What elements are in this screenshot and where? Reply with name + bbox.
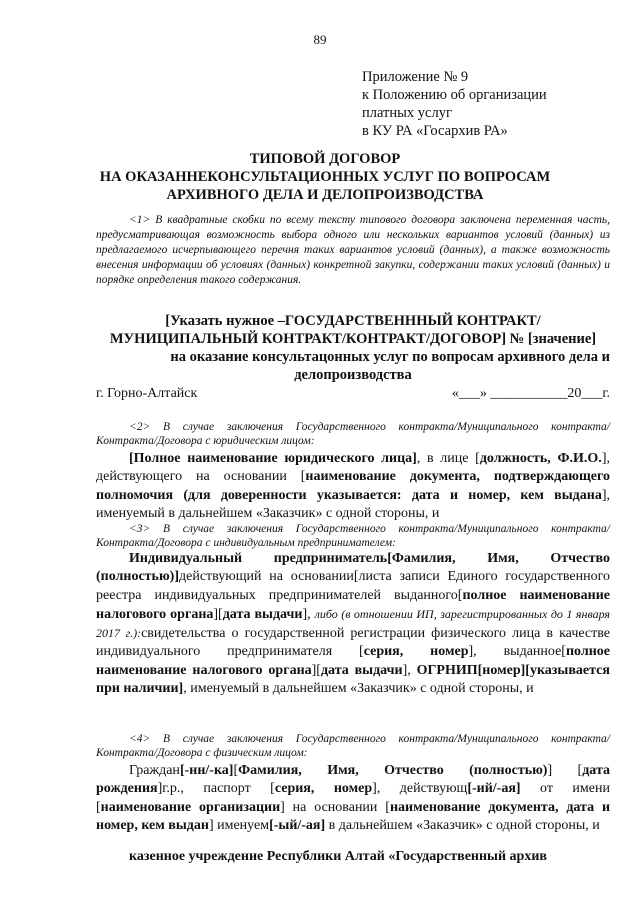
footnote-2-text: <2> В случае заключения Государственного контракта/Муниципального контракта/Контракта/Договора с юридическим лицом: [96, 421, 610, 447]
footnote-1-text: <1> В квадратные скобки по всему тексту типового договора заключена переменная часть, предусматривающая возможность выбора одного или нескольких вариантов условий (данных) из предлагаемого исчерпывающего перечня таких вариантов условий (данных), а также возможность внесения информации об условиях (данных) конкретной закупки, содержании таких условий (данных) и порядке определения такого содержания. [96, 214, 610, 286]
text-fragment: [ [233, 763, 239, 778]
legal-entity-name: [Полное наименование юридического лица] [129, 451, 417, 466]
text-fragment: ], [402, 662, 417, 678]
contractor-name: казенное учреждение Республики Алтай «Государственный архив [129, 849, 547, 864]
title-line: ТИПОВОЙ ДОГОВОР [249, 151, 401, 167]
text-fragment: действующий на основании[листа записи Единого государственного реестра индивидуальных предпринимателей выданного[ [96, 569, 610, 603]
birth-date: дата рождения [96, 763, 610, 797]
series-number: серия, номер [363, 644, 469, 660]
appendix-line: к Положению об организации [362, 87, 547, 103]
legal-entity-paragraph [96, 450, 610, 523]
page-number: 89 [313, 32, 327, 47]
contract-title-line-3: на оказание консультацонных услуг по вопросам архивного дела и [170, 349, 610, 365]
text-fragment: , в лице [ [416, 451, 480, 466]
organization-name: наименование организации [100, 799, 281, 815]
text-fragment: ], выданное[ [468, 644, 566, 660]
entrepreneur-name: Индивидуальный предприниматель[Фамилия, Имя, Отчество (полностью)] [96, 551, 610, 585]
ogrnip: ОГРНИП[номер][указывается при наличии] [96, 662, 610, 697]
text-fragment: ]г.р., паспорт [ [157, 781, 275, 797]
issue-date: дата выдачи [222, 606, 303, 622]
position-fio: должность, Ф.И.О. [479, 451, 602, 466]
footnote-1 [96, 213, 610, 288]
text-fragment: ][ [213, 606, 223, 622]
contractor-paragraph [96, 848, 610, 866]
title-line: АРХИВНОГО ДЕЛА И ДЕЛОПРОИЗВОДСТВА [166, 187, 484, 203]
citizen-paragraph [96, 762, 610, 835]
text-fragment: ] на основании [ [280, 799, 390, 815]
text-fragment: ], действующ [372, 781, 468, 797]
text-fragment: ] [ [547, 763, 583, 778]
gender-suffix: [-нн/-ка] [179, 763, 234, 778]
footnote-3-text: <3> В случае заключения Государственного контракта/Муниципального контракта/Контракта/Договора с индивидуальным предпринимателем: [96, 523, 610, 549]
title-line: НА ОКАЗАННЕКОНСУЛЬТАЦИОННЫХ УСЛУГ ПО ВОПРОСАМ [99, 169, 551, 185]
authority-document: наименование документа, подтверждающего полномочия (для доверенности указывается: дата и номер, кем выдана [96, 469, 610, 503]
text-fragment: ], [302, 606, 315, 622]
text-fragment: ] именуем [208, 817, 270, 833]
pre-2017-clause: либо (в отношении ИП, зарегистрированных до 1 января 2017 г.): [96, 606, 611, 641]
appendix-line: в КУ РА «Госархив РА» [362, 123, 508, 139]
text-fragment: Граждан [129, 763, 180, 778]
text-fragment: от имени [ [96, 781, 610, 815]
issue-date: дата выдачи [320, 662, 403, 678]
passport-series-number: серия, номер [274, 781, 373, 797]
footnote-4 [96, 732, 610, 760]
footnote-3 [96, 522, 610, 550]
basis-document: наименование документа, дата и номер, кем выдан [96, 799, 611, 833]
gender-suffix: [-ый/-ая] [269, 817, 326, 833]
text-fragment: ], действующего на основании [ [96, 451, 610, 485]
contract-title-line-4: делопроизводства [294, 367, 412, 383]
contract-title [96, 312, 610, 384]
entrepreneur-paragraph [96, 550, 610, 698]
contract-title-line-1: [Указать нужное –ГОСУДАРСТВЕНННЫЙ КОНТРАКТ/ [165, 313, 541, 329]
gender-suffix: [-ий/-ая] [467, 781, 521, 797]
contract-title-line-2: МУНИЦИПАЛЬНЫЙ КОНТРАКТ/КОНТРАКТ/ДОГОВОР] № [значение] [109, 331, 597, 347]
text-fragment: ][ [311, 662, 321, 678]
footnote-2 [96, 420, 610, 448]
city: г. Горно-Алтайск [96, 386, 198, 401]
footnote-4-text: <4> В случае заключения Государственного контракта/Муниципального контракта/Контракта/Договора с физическим лицом: [96, 733, 610, 759]
document-title [60, 150, 590, 204]
text-fragment: , именуемый в дальнейшем «Заказчик» с одной стороны, и [183, 681, 534, 697]
tax-authority: полное наименование налогового органа [96, 587, 610, 622]
text-fragment: ], именуемый в дальнейшем «Заказчик» с одной стороны, и [96, 487, 610, 521]
appendix-block [362, 68, 547, 140]
text-fragment: в дальнейшем «Заказчик» с одной стороны, и [325, 817, 600, 833]
appendix-line: платных услуг [362, 105, 452, 121]
contract-date: «___» ___________20___г. [451, 386, 610, 401]
tax-authority: полное наименование налогового органа [96, 644, 610, 678]
appendix-line: Приложение № 9 [362, 69, 469, 85]
citizen-fio: Фамилия, Имя, Отчество (полностью) [238, 763, 548, 778]
text-fragment: свидетельства о государственной регистрации физического лица в качестве индивидуального предпринимателя [ [96, 626, 610, 660]
